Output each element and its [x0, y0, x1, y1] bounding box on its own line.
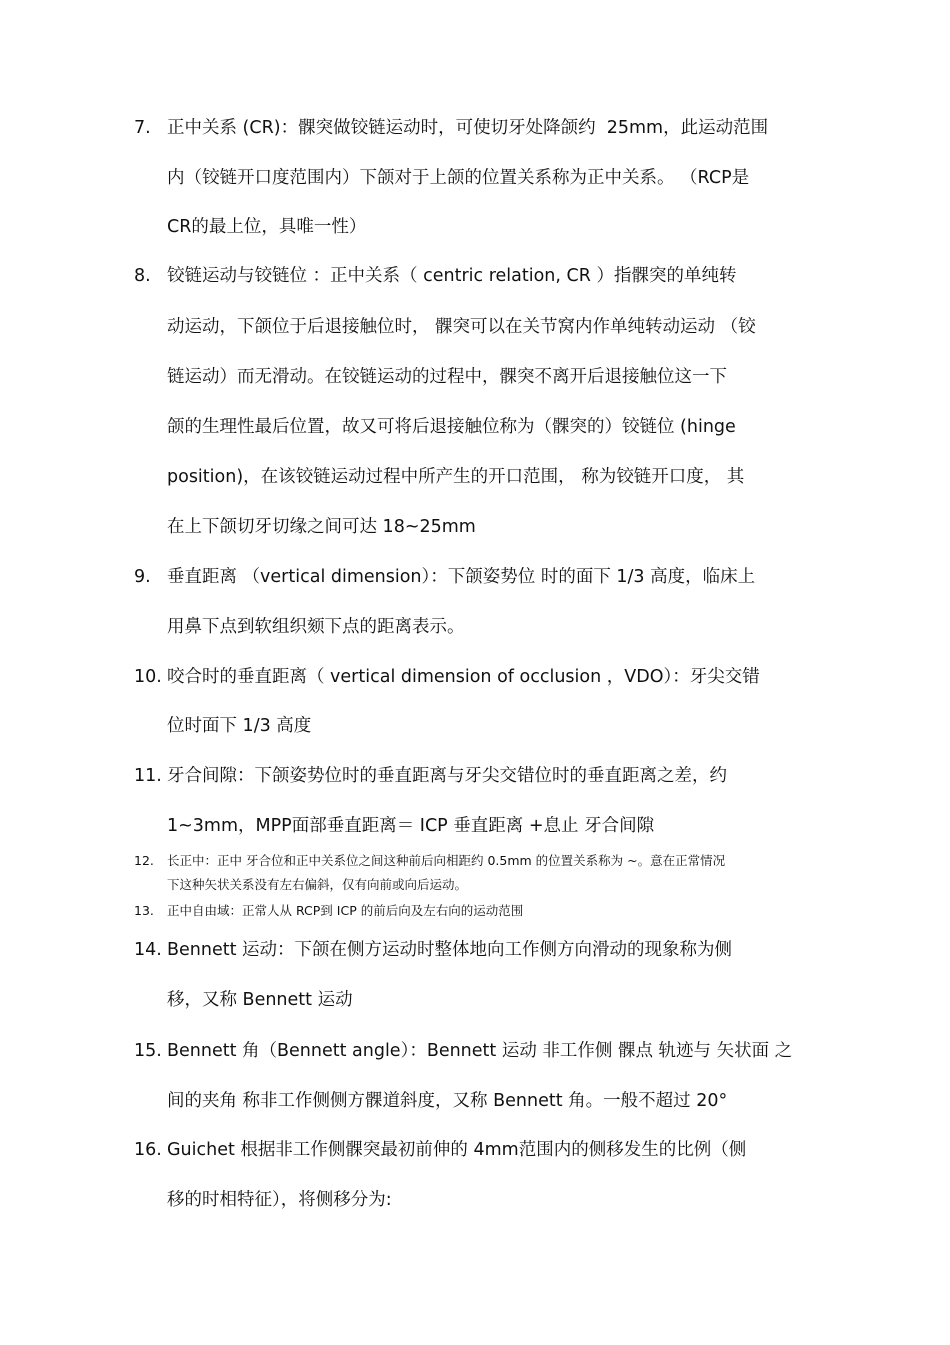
item-line: 长正中：正中 牙合位和正中关系位之间这种前后向相距约 0.5mm 的位置关系称为 ~。意在正常情况	[167, 853, 726, 868]
item-line: 动运动，下颌位于后退接触位时， 髁突可以在关节窝内作单纯转动运动 （铰	[167, 317, 756, 337]
item-number: 9.	[134, 567, 151, 587]
item-line: 正中关系 (CR)：髁突做铰链运动时，可使切牙处降颌约 25mm，此运动范围	[167, 118, 769, 138]
item-line: 铰链运动与铰链位 ：正中关系（ centric relation, CR ）指髁突的单纯转	[167, 266, 737, 286]
item-line: 链运动）而无滑动。在铰链运动的过程中，髁突不离开后退接触位这一下	[167, 367, 727, 387]
item-line: Guichet 根据非工作侧髁突最初前伸的 4mm范围内的侧移发生的比例（侧	[167, 1140, 747, 1160]
item-number: 7.	[134, 118, 151, 138]
item-line: 正中自由域：正常人从 RCP到 ICP 的前后向及左右向的运动范围	[167, 903, 524, 918]
item-number: 13.	[134, 903, 154, 918]
item-line: 用鼻下点到软组织颏下点的距离表示。	[167, 617, 465, 637]
item-line: 牙合间隙：下颌姿势位时的垂直距离与牙尖交错位时的垂直距离之差，约	[167, 766, 727, 786]
item-number: 16.	[134, 1140, 162, 1160]
item-line: 颌的生理性最后位置，故又可将后退接触位称为（髁突的）铰链位 (hinge	[167, 417, 736, 437]
item-line: 位时面下 1/3 高度	[167, 716, 312, 736]
item-line: 1~3mm，MPP面部垂直距离＝ ICP 垂直距离 +息止 牙合间隙	[167, 816, 655, 836]
item-line: Bennett 角（Bennett angle）：Bennett 运动 非工作侧 髁点 轨迹与 矢状面 之	[167, 1041, 793, 1061]
item-line: 在上下颌切牙切缘之间可达 18~25mm	[167, 517, 476, 537]
item-line: 内（铰链开口度范围内）下颌对于上颌的位置关系称为正中关系。 （RCP是	[167, 168, 750, 188]
item-line: 间的夹角 称非工作侧侧方髁道斜度，又称 Bennett 角。一般不超过 20°	[167, 1091, 728, 1111]
item-line: 垂直距离 （vertical dimension）：下颌姿势位 时的面下 1/3 高度，临床上	[167, 567, 756, 587]
item-number: 15.	[134, 1041, 162, 1061]
item-line: 移的时相特征），将侧移分为:	[167, 1190, 392, 1210]
item-number: 12.	[134, 853, 154, 868]
item-number: 14.	[134, 940, 162, 960]
item-line: 咬合时的垂直距离（ vertical dimension of occlusion ，VDO）：牙尖交错	[167, 667, 760, 687]
item-line: position)，在该铰链运动过程中所产生的开口范围， 称为铰链开口度， 其	[167, 467, 745, 487]
item-number: 8.	[134, 266, 151, 286]
item-line: CR的最上位，具唯一性）	[167, 217, 367, 237]
item-line: Bennett 运动：下颌在侧方运动时整体地向工作侧方向滑动的现象称为侧	[167, 940, 733, 960]
item-line: 下这种矢状关系没有左右偏斜，仅有向前或向后运动。	[167, 877, 468, 892]
item-line: 移，又称 Bennett 运动	[167, 990, 353, 1010]
item-number: 10.	[134, 667, 162, 687]
item-number: 11.	[134, 766, 162, 786]
